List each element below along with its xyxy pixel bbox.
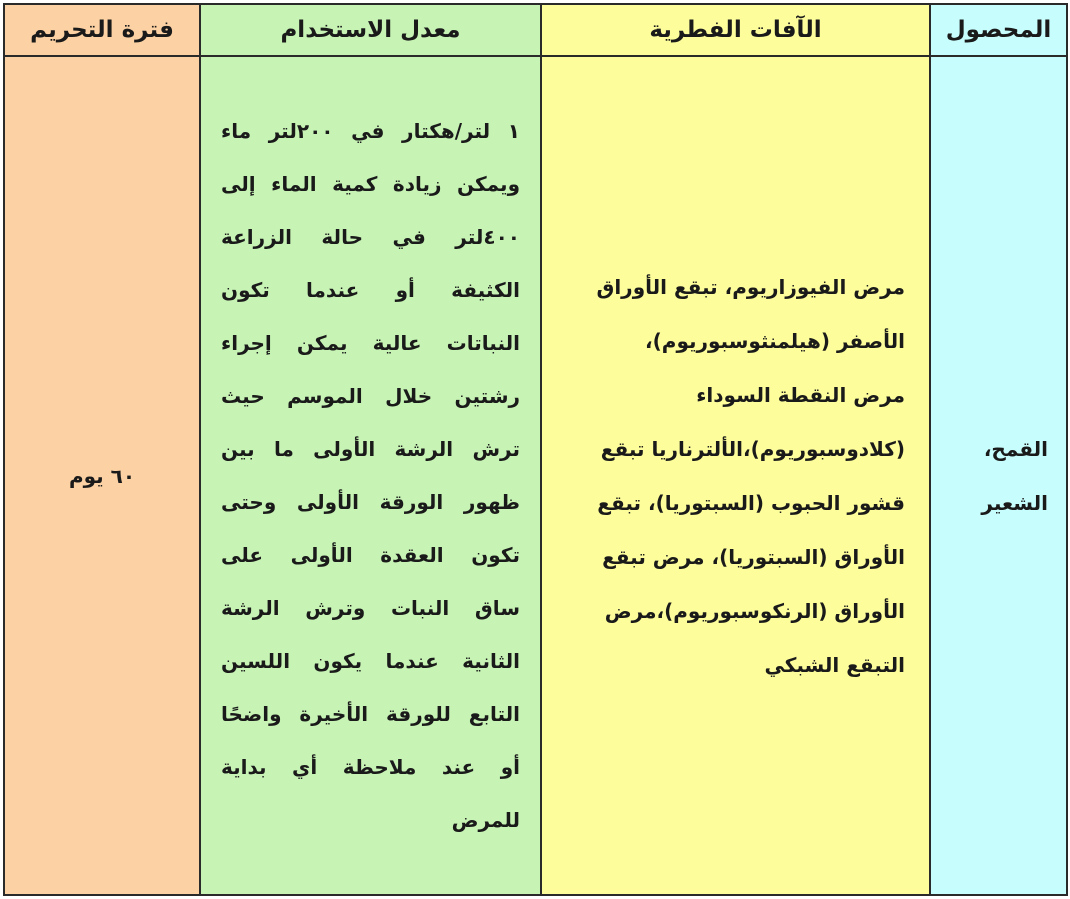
diseases-text: مرض الفيوزاريوم، تبقع الأوراق الأصفر (هيلمنثوسبوريوم)، مرض النقطة السوداء (كلادوسبوريوم)،الألترناريا تبقع قشور الحبوب (السبتوريا)، تبقع الأوراق (السبتوريا)، مرض تبقع الأوراق (الرنكوسبوريوم)،مرض التبقع الشبكي bbox=[596, 274, 905, 677]
cell-crop bbox=[930, 56, 1067, 895]
cell-rate bbox=[200, 56, 541, 895]
header-diseases: الآفات الفطرية bbox=[541, 4, 930, 56]
header-row bbox=[4, 4, 1067, 56]
rate-text: ١ لتر/هكتار في ٢٠٠لتر ماء ويمكن زيادة كمية الماء إلى ٤٠٠لتر في حالة الزراعة الكثيفة أو عندما تكون النباتات عالية يمكن إجراء رشتين خلال الموسم حيث ترش الرشة الأولى ما بين ظهور الورقة الأولى وحتى تكون العقدة الأولى على ساق النبات وترش الرشة الثانية عندما يكون اللسين التابع للورقة الأخيرة واضحًا أو عند ملاحظة أي بداية للمرض bbox=[221, 118, 520, 832]
phi-text: ٦٠ يوم bbox=[68, 463, 136, 488]
crop-text: القمح، الشعير bbox=[981, 436, 1048, 515]
header-rate: معدل الاستخدام bbox=[200, 4, 541, 56]
cell-phi bbox=[4, 56, 200, 895]
header-phi: فترة التحريم bbox=[4, 4, 200, 56]
header-crop: المحصول bbox=[930, 4, 1067, 56]
table-row bbox=[4, 56, 1067, 895]
pesticide-table bbox=[3, 3, 1068, 896]
cell-diseases bbox=[541, 56, 930, 895]
